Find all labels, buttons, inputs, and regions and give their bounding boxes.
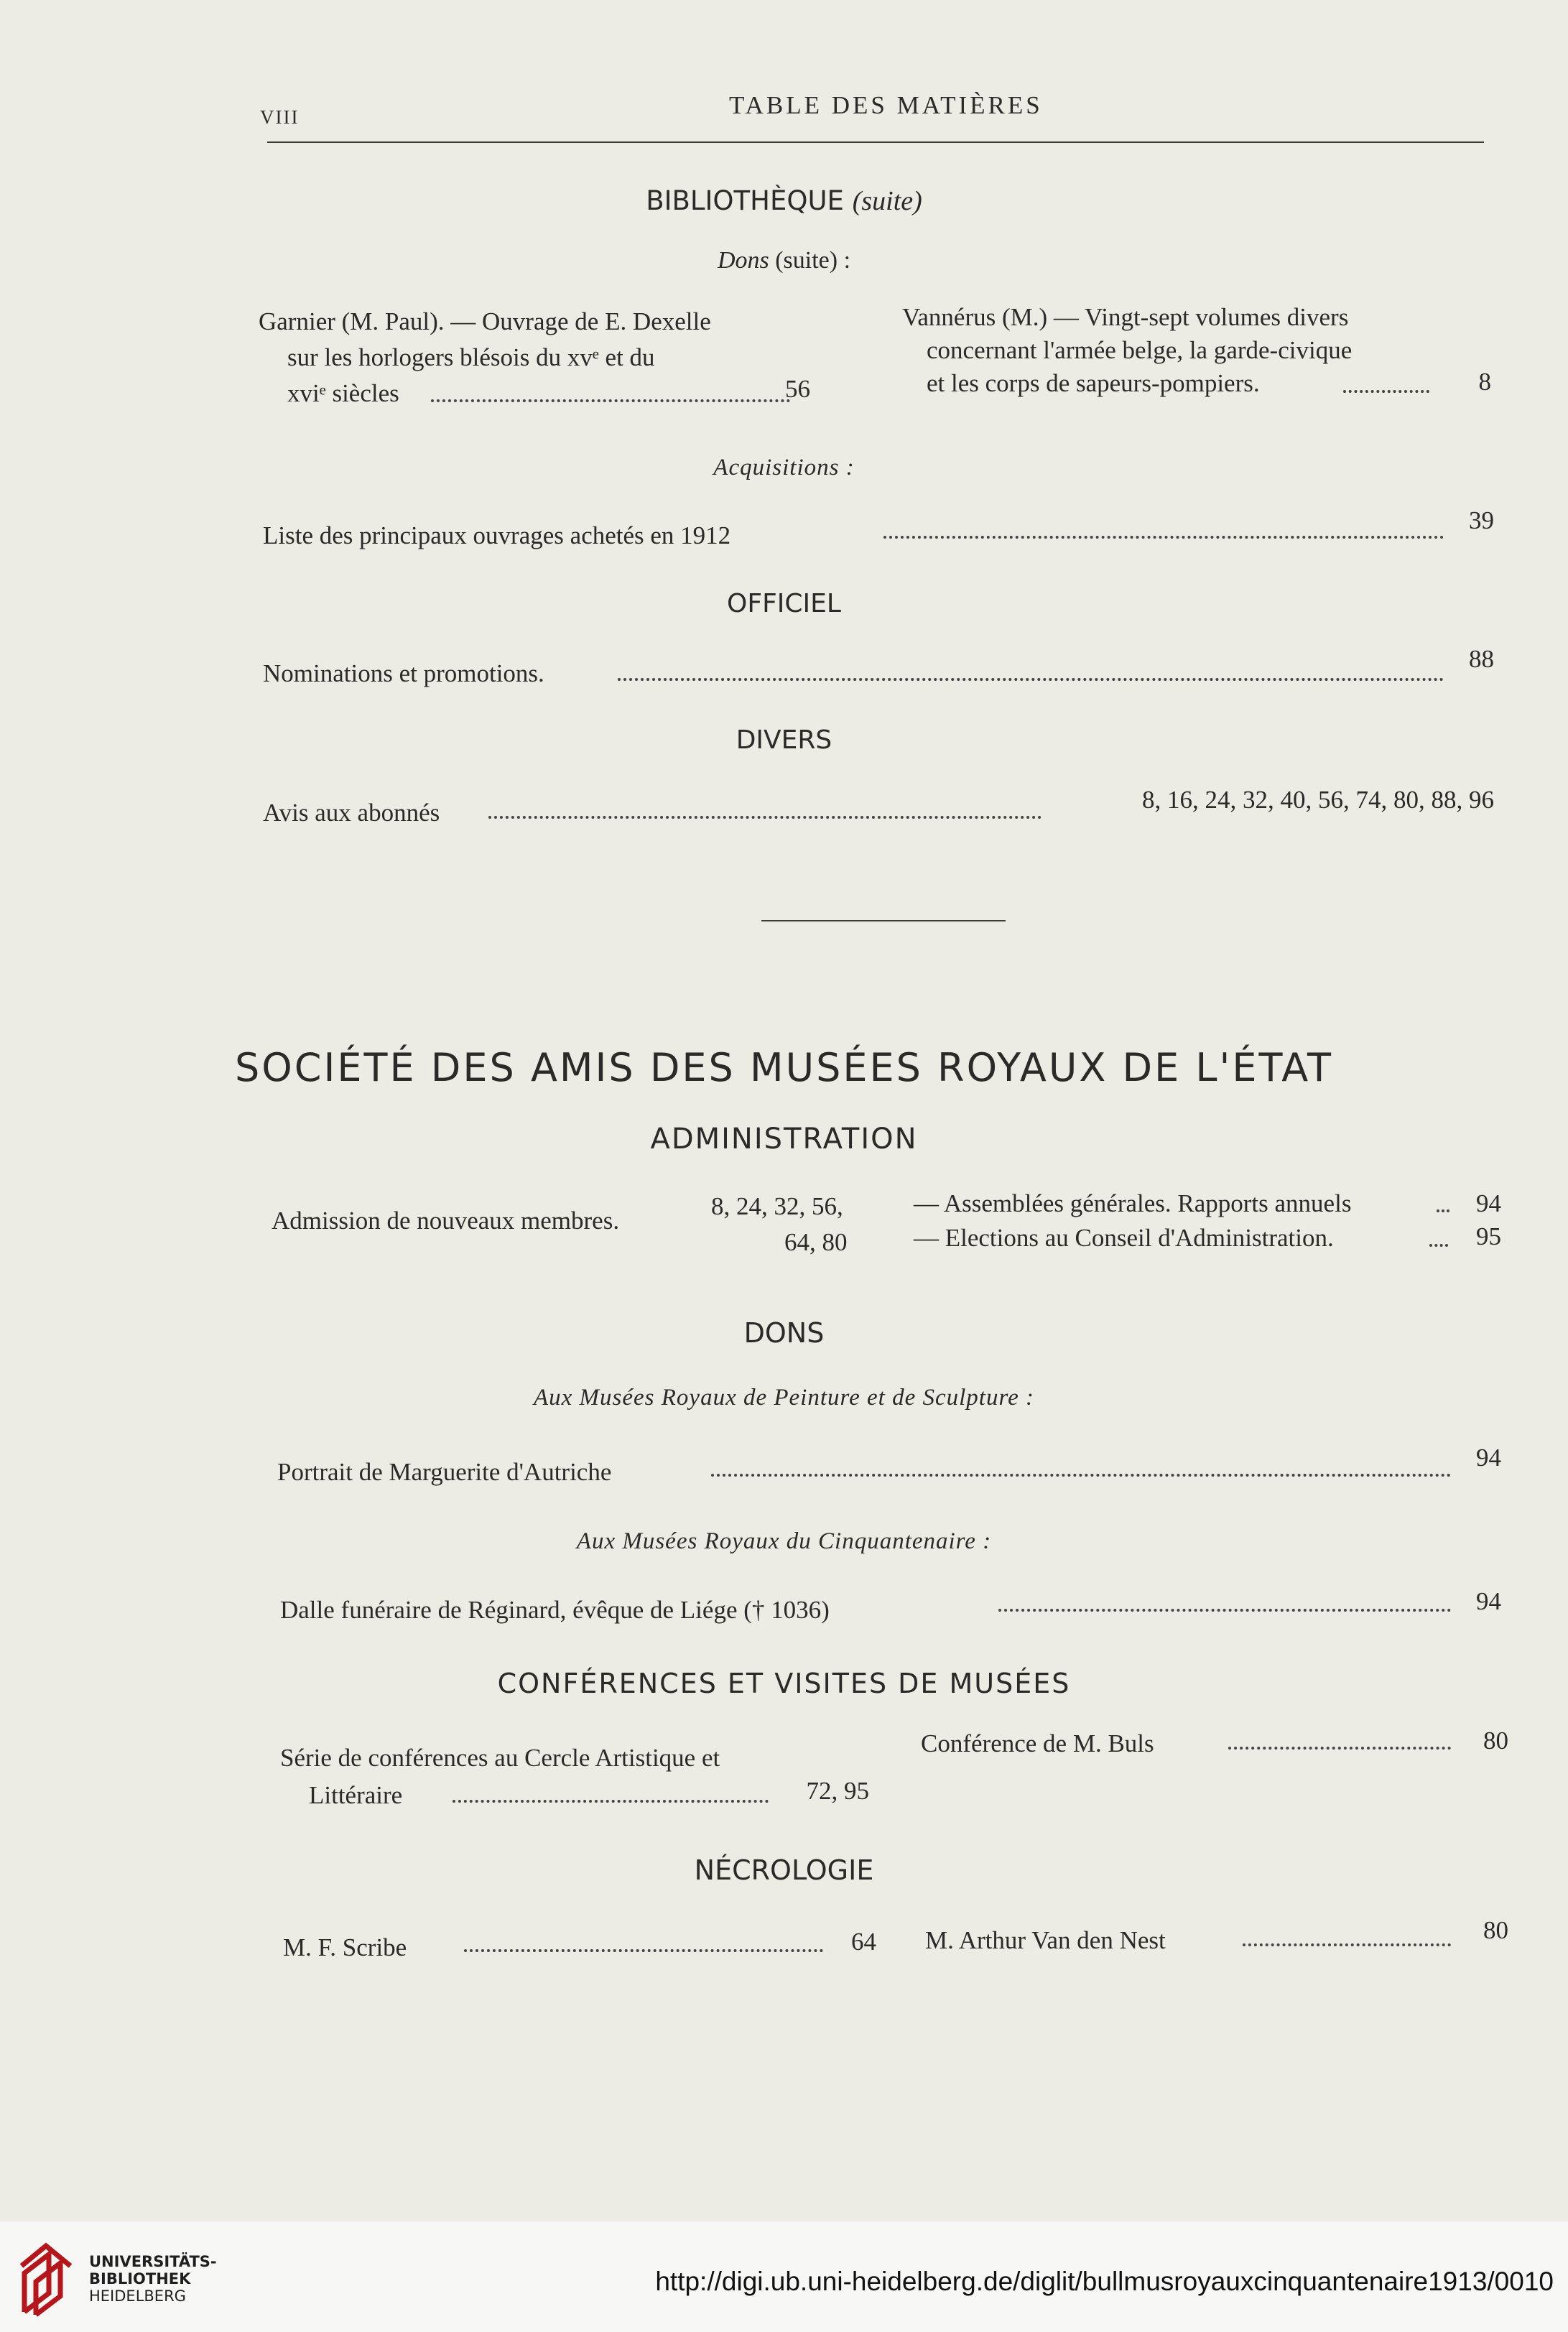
vannerus-leader bbox=[1343, 390, 1429, 393]
acquisitions-subheading: Acquisitions : bbox=[713, 455, 855, 480]
scribe-page: 64 bbox=[851, 1928, 876, 1956]
avis-pages: 8, 16, 24, 32, 40, 56, 74, 80, 88, 96 bbox=[1142, 786, 1494, 814]
dons-sub-cinquantenaire: Aux Musées Royaux du Cinquantenaire : bbox=[576, 1528, 992, 1554]
admission-pages-1: 8, 24, 32, 56, bbox=[711, 1192, 843, 1220]
dons-suffix: (suite) : bbox=[775, 247, 851, 274]
nominations-entry: Nominations et promotions. bbox=[263, 659, 544, 687]
library-name-line2: BIBLIOTHEK bbox=[89, 2270, 191, 2287]
elections-entry: — Elections au Conseil d'Administration. bbox=[914, 1224, 1334, 1252]
liste-entry: Liste des principaux ouvrages achetés en 1912 bbox=[263, 521, 731, 549]
bibliotheque-suite: (suite) bbox=[852, 186, 922, 216]
vandennest-leader bbox=[1243, 1943, 1451, 1946]
buls-page: 80 bbox=[1483, 1727, 1508, 1755]
library-name-line1: UNIVERSITÄTS- bbox=[89, 2253, 217, 2270]
scribe-leader bbox=[464, 1949, 823, 1952]
vandennest-page: 80 bbox=[1483, 1916, 1508, 1944]
divers-heading: DIVERS bbox=[736, 725, 832, 755]
serie-leader bbox=[453, 1800, 769, 1803]
liste-page: 39 bbox=[1469, 506, 1494, 534]
portrait-page: 94 bbox=[1476, 1444, 1501, 1472]
officiel-heading: OFFICIEL bbox=[727, 589, 841, 618]
dalle-leader bbox=[998, 1609, 1451, 1612]
assemblees-page: 94 bbox=[1476, 1189, 1501, 1217]
garnier-line3: xviᵉ siècles bbox=[287, 379, 399, 407]
admission-entry: Admission de nouveaux membres. bbox=[272, 1207, 620, 1235]
bibliotheque-title: BIBLIOTHÈQUE bbox=[646, 185, 844, 216]
vannerus-page: 8 bbox=[1478, 368, 1491, 396]
dons-sub-peinture: Aux Musées Royaux de Peinture et de Sculpture : bbox=[534, 1385, 1034, 1411]
garnier-page: 56 bbox=[785, 375, 810, 403]
vannerus-line1: Vannérus (M.) — Vingt-sept volumes divers bbox=[902, 303, 1349, 331]
garnier-line1: Garnier (M. Paul). — Ouvrage de E. Dexelle bbox=[259, 307, 711, 335]
vannerus-line2: concernant l'armée belge, la garde-civique bbox=[927, 336, 1353, 364]
header-rule bbox=[267, 141, 1484, 143]
elections-page: 95 bbox=[1476, 1222, 1501, 1250]
avis-leader bbox=[488, 816, 1042, 819]
buls-entry: Conférence de M. Buls bbox=[921, 1729, 1154, 1757]
portrait-entry: Portrait de Marguerite d'Autriche bbox=[277, 1458, 612, 1486]
section-divider bbox=[761, 920, 1006, 921]
serie-pages: 72, 95 bbox=[806, 1777, 869, 1805]
dalle-page: 94 bbox=[1476, 1587, 1501, 1615]
dons-heading: DONS bbox=[743, 1317, 825, 1349]
admission-pages-2: 64, 80 bbox=[784, 1228, 848, 1256]
vannerus-line3: et les corps de sapeurs-pompiers. bbox=[927, 369, 1260, 397]
library-name-line3: HEIDELBERG bbox=[89, 2287, 186, 2305]
page-number: VIII bbox=[260, 106, 300, 128]
assemblees-leader bbox=[1437, 1209, 1449, 1212]
running-title: TABLE DES MATIÈRES bbox=[729, 91, 1043, 119]
dons-subheading bbox=[0, 247, 1568, 274]
portrait-leader bbox=[711, 1474, 1451, 1477]
garnier-leader bbox=[431, 399, 790, 402]
footer-bar bbox=[0, 2221, 1568, 2332]
nominations-leader bbox=[618, 678, 1444, 681]
scribe-entry: M. F. Scribe bbox=[283, 1933, 407, 1961]
library-logo-icon bbox=[14, 2234, 80, 2319]
assemblees-entry: — Assemblées générales. Rapports annuels bbox=[914, 1189, 1352, 1217]
necrologie-heading: NÉCROLOGIE bbox=[694, 1854, 874, 1886]
nominations-page: 88 bbox=[1469, 645, 1494, 673]
societe-title: SOCIÉTÉ DES AMIS DES MUSÉES ROYAUX DE L'ÉTAT bbox=[235, 1045, 1333, 1090]
dons-label: Dons bbox=[717, 247, 769, 274]
bibliotheque-heading bbox=[0, 185, 1568, 217]
serie-line1: Série de conférences au Cercle Artistique et bbox=[280, 1744, 720, 1772]
vandennest-entry: M. Arthur Van den Nest bbox=[925, 1926, 1166, 1954]
administration-heading: ADMINISTRATION bbox=[650, 1123, 918, 1156]
garnier-line2: sur les horlogers blésois du xvᵉ et du bbox=[287, 343, 655, 371]
source-url[interactable]: http://digi.ub.uni-heidelberg.de/diglit/bullmusroyauxcinquantenaire1913/0010 bbox=[655, 2267, 1554, 2296]
elections-leader bbox=[1429, 1244, 1448, 1247]
avis-entry: Avis aux abonnés bbox=[263, 799, 440, 827]
buls-leader bbox=[1228, 1747, 1451, 1750]
conferences-heading: CONFÉRENCES ET VISITES DE MUSÉES bbox=[497, 1668, 1071, 1699]
serie-line2: Littéraire bbox=[309, 1781, 403, 1809]
liste-leader bbox=[883, 536, 1444, 539]
dalle-entry: Dalle funéraire de Réginard, évêque de Liége († 1036) bbox=[280, 1596, 830, 1624]
